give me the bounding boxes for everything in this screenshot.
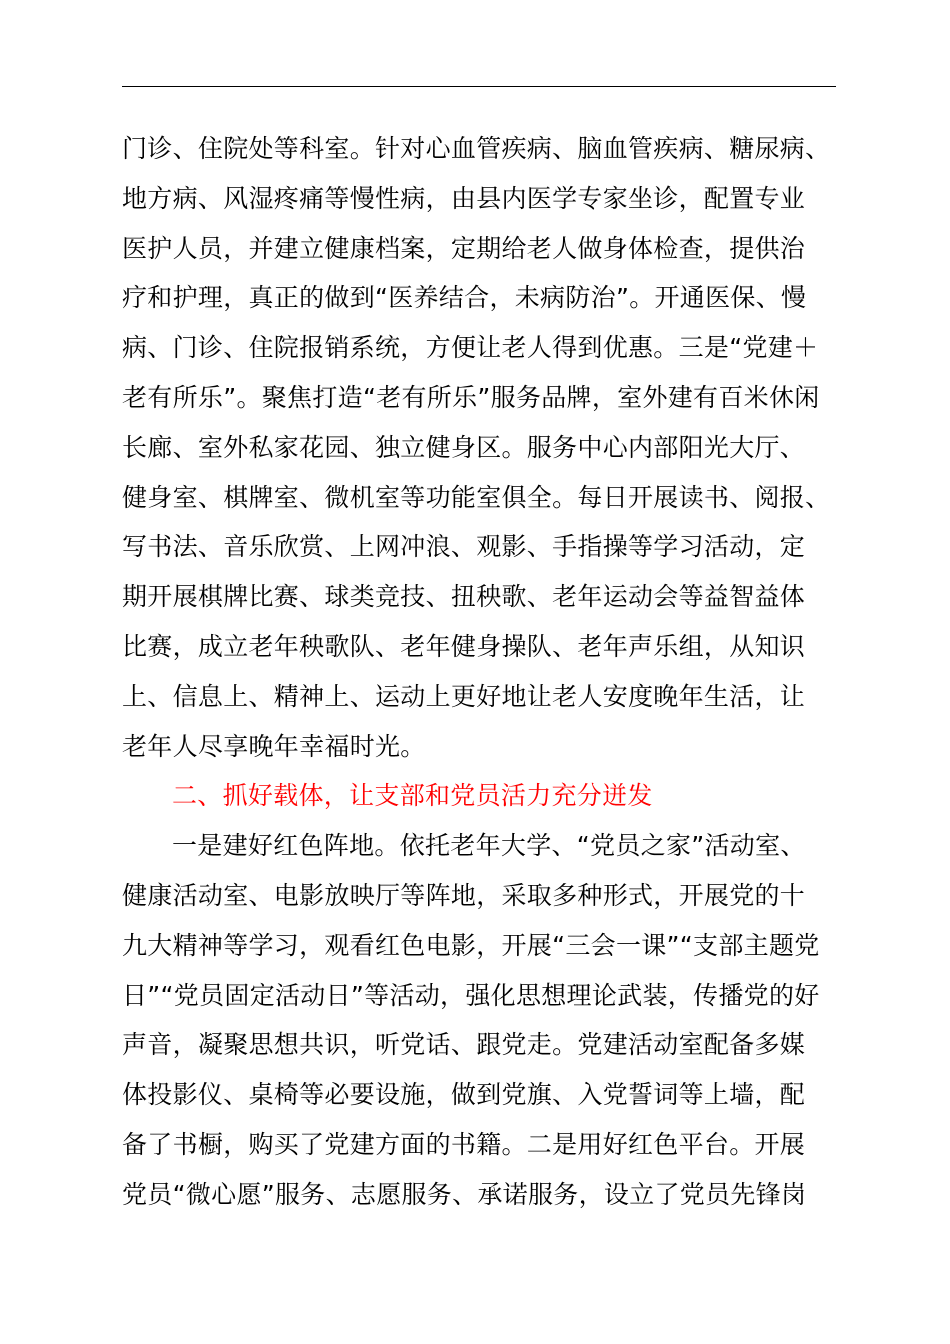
text-line: 病、门诊、住院报销系统，方便让老人得到优惠。三是“党建＋	[122, 333, 819, 363]
header-rule	[122, 86, 836, 87]
text-line: 期开展棋牌比赛、球类竞技、扭秧歌、老年运动会等益智益体	[122, 582, 806, 612]
text-line: 老有所乐”。聚焦打造“老有所乐”服务品牌，室外建有百米休闲	[122, 382, 820, 412]
text-line: 比赛，成立老年秧歌队、老年健身操队、老年声乐组，从知识	[122, 631, 806, 661]
text-line: 备了书橱，购买了党建方面的书籍。二是用好红色平台。开展	[122, 1129, 806, 1159]
paragraph-first-line: 一是建好红色阵地。依托老年大学、“党员之家”活动室、	[172, 831, 806, 861]
text-line: 医护人员，并建立健康档案，定期给老人做身体检查，提供治	[122, 233, 806, 263]
text-line: 九大精神等学习，观看红色电影，开展“三会一课”“支部主题党	[122, 930, 820, 960]
text-line: 体投影仪、桌椅等必要设施，做到党旗、入党誓词等上墙，配	[122, 1080, 806, 1110]
text-line: 健康活动室、电影放映厅等阵地，采取多种形式，开展党的十	[122, 880, 806, 910]
text-line: 健身室、棋牌室、微机室等功能室俱全。每日开展读书、阅报、	[122, 482, 831, 512]
text-line: 声音，凝聚思想共识，听党话、跟党走。党建活动室配备多媒	[122, 1030, 806, 1060]
document-body	[122, 124, 852, 1220]
text-line: 老年人尽享晚年幸福时光。	[122, 731, 426, 761]
text-line: 地方病、风湿疼痛等慢性病，由县内医学专家坐诊，配置专业	[122, 183, 806, 213]
text-line: 写书法、音乐欣赏、上网冲浪、观影、手指操等学习活动，定	[122, 532, 806, 562]
text-line: 疗和护理，真正的做到“医养结合，未病防治”。开通医保、慢	[122, 283, 807, 313]
text-line: 上、信息上、精神上、运动上更好地让老人安度晚年生活，让	[122, 681, 806, 711]
text-line: 党员“微心愿”服务、志愿服务、承诺服务，设立了党员先锋岗	[122, 1179, 807, 1209]
section-heading: 二、抓好载体，让支部和党员活力充分迸发	[172, 781, 653, 811]
text-line: 长廊、室外私家花园、独立健身区。服务中心内部阳光大厅、	[122, 432, 806, 462]
text-line: 日”“党员固定活动日”等活动，强化思想理论武装，传播党的好	[122, 980, 820, 1010]
text-line: 门诊、住院处等科室。针对心血管疾病、脑血管疾病、糖尿病、	[122, 134, 831, 163]
